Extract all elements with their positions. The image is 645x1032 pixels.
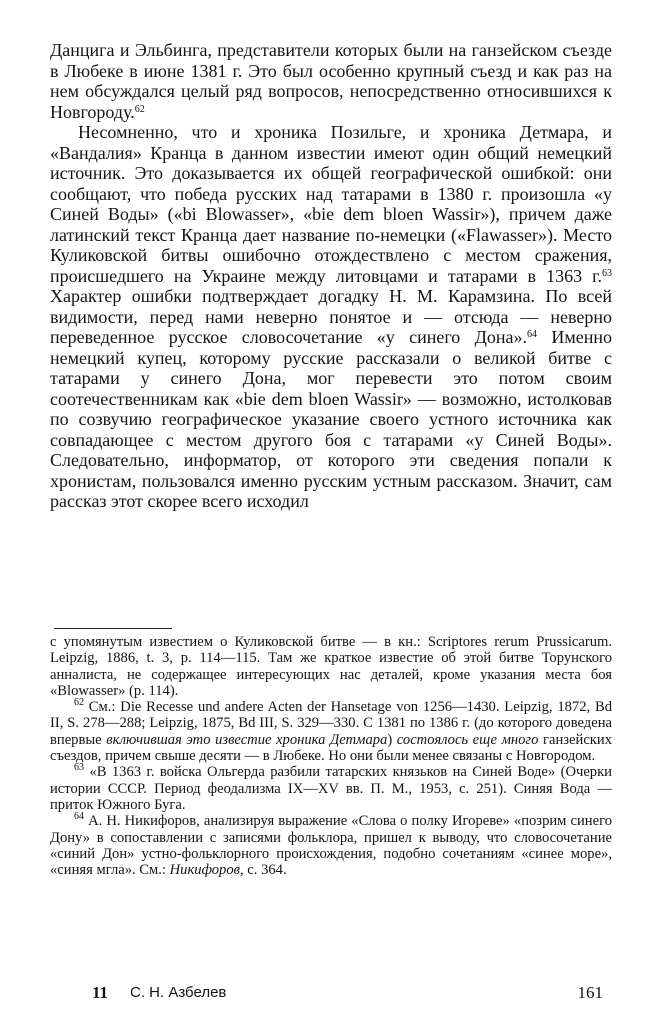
paragraph-2-part-a: Несомненно, что и хроника Позильге, и хроника Детмара, и «Вандалия» Кранца в данном известии имеют один общий немецкий источник. Это доказывается их общей географической ошибкой: они сообщают, что победа русских над татарами в 1380 г. произошла «у Синей Воды» («bi Blowasser», «bie dem bloen Wassir»), причем даже латинский текст Кранца дает название по-немецки («Flawasser»). Место Куликовской битвы ошибочно отождествлено с местом сражения, происшедшего на Украине между литовцами и татарами в 1363 г. [50,122,612,286]
footnote-62-text-c: ганзейских съездов, причем свыше десяти — в Любеке. Но они были менее связаны с Новгородом. [50,731,613,765]
page-number: 161 [577,983,603,1002]
signature-mark: 11 [92,983,109,1002]
footnote-64-number: 64 [74,811,84,823]
footnote-ref-62: 62 [134,103,145,115]
paragraph-2 [50,122,612,512]
paragraph-2-part-c: Именно немецкий купец, которому русские рассказали о великой битве с татарами у синего Дона, мог перевести это потом своим соотечественникам как «bie dem bloen Wassir» — возможно, истолковав по созвучию географическое указание своего устного источника как совпадающее с местом другого боя с татарами «у Синей Воды». Следовательно, информатор, от которого эти сведения попали к хронистам, пользовался именно русским устным рассказом. Значит, сам рассказ этот скорее всего исходил [50,327,612,511]
footnote-64-text-a: А. Н. Никифоров, анализируя выражение «Слова о полку Игореве» «позрим синего Дону» в сопоставлении с записями фольклора, пришел к выводу, что словосочетание «синий Дон» устно-фольклорного происхождения, подобно сочетаниям «синее море», «синяя мгла». См.: [50,813,612,879]
paragraph-1 [50,40,612,122]
footnote-divider [54,628,172,629]
footnote-63-text: «В 1363 г. войска Ольгерда разбили татарских князьков на Синей Воде» (Очерки истории СССР. Период феодализма IX—XV вв. П. М., 1953, с. 251). Синяя Вода — приток Южного Буга. [50,764,612,813]
footnote-62-italic-b: состоялось еще много [396,731,539,748]
footnote-62-text-b: ) [387,731,397,748]
page-footer [92,983,603,1007]
footnote-64-italic: Никифоров, [169,862,244,879]
footnote-62-number: 62 [74,697,84,709]
paragraph-2-part-b: Характер ошибки подтверждает догадку Н. М. Карамзина. По всей видимости, перед нами неверно понятое и — отсюда — неверно переведенное русское словосочетание «у синего Дона». [50,286,612,347]
main-text [50,40,612,512]
footnote-64 [50,813,612,878]
footnote-62-italic-a: включившая это известие хроника Детмара [106,731,388,748]
footnote-continuation [50,634,612,699]
footnote-63-number: 63 [74,762,84,774]
footnote-ref-63: 63 [602,267,612,279]
footnote-63 [50,764,612,813]
footnote-62-text-a: См.: Die Recesse und andere Acten der Hansetage von 1256—1430. Leipzig, 1872, Bd II, S. 278—288; Leipzig, 1875, Bd III, S. 329—330. С 1381 по 1386 г. (до которого доведена впервые [50,699,612,748]
footnote-continuation-text: с упомянутым известием о Куликовской битве — в кн.: Scriptores rerum Prussicarum. Leipzig, 1886, t. 3, p. 114—115. Там же краткое известие об этой битве Торунского анналиста, не содержащее интересующих нас деталей, кроме указания места боя «Blowasser» (p. 114). [50,634,612,699]
footnote-64-text-b: с. 364. [243,862,287,879]
running-author: С. Н. Азбелев [130,984,227,1001]
footnote-62 [50,699,612,764]
footnote-ref-64: 64 [527,329,538,340]
footnotes [50,634,612,878]
paragraph-1-text: Данцига и Эльбинга, представители которых были на ганзейском съезде в Любеке в июне 1381 г. Это был особенно крупный съезд и как раз на нем обсуждался целый ряд вопросов, непосредственно относившихся к Новгороду. [50,40,612,122]
